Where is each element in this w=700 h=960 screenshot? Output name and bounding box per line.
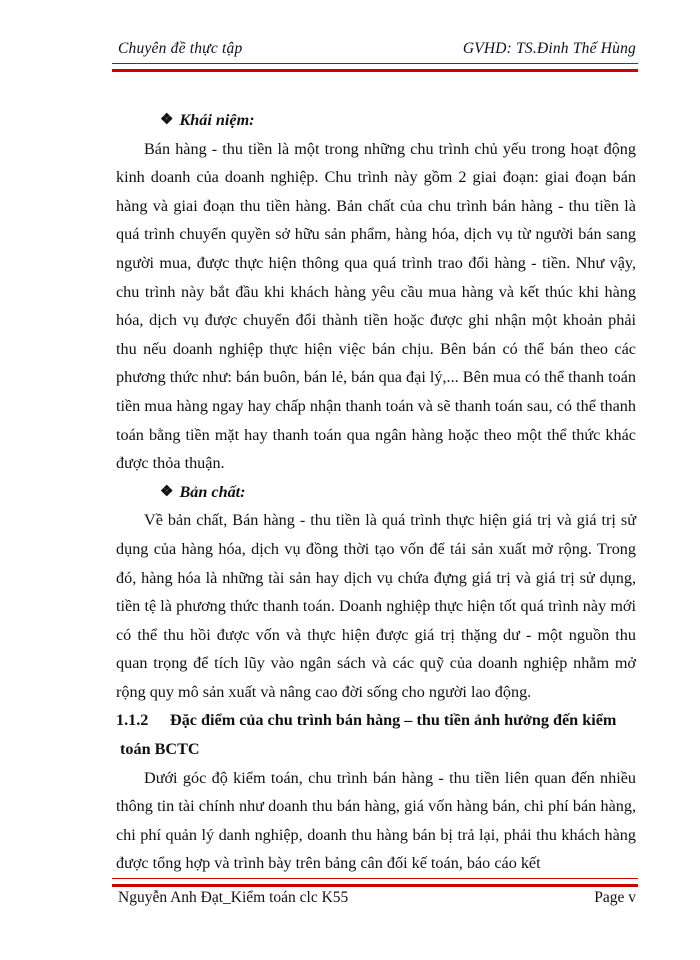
concept-heading bbox=[160, 106, 636, 135]
footer-rule-thick bbox=[112, 884, 638, 887]
nature-paragraph: Về bản chất, Bán hàng - thu tiền là quá trình thực hiện giá trị và giá trị sử dụng của hàng hóa, dịch vụ đồng thời tạo vốn để tái sản xuất mở rộng. Trong đó, hàng hóa là những tài sản hay dịch vụ chứa đựng giá trị và giá trị sử dụng, tiền tệ là phương thức thanh toán. Doanh nghiệp thực hiện tốt quá trình này mới có thể thu hồi được vốn và thực hiện được giá trị thặng dư - một nguồn thu quan trọng để tích lũy vào ngân sách và các quỹ của doanh nghiệp nhằm mở rộng quy mô sản xuất và nâng cao đời sống cho người lao động. bbox=[116, 511, 636, 701]
concept-heading-text: Khái niệm: bbox=[179, 111, 255, 129]
header-rule-thick bbox=[112, 69, 638, 72]
diamond-bullet-icon: ❖ bbox=[160, 112, 174, 128]
header-rule-thin bbox=[112, 63, 638, 64]
section-number: 1.1.2 bbox=[116, 711, 149, 730]
nature-heading bbox=[160, 478, 636, 507]
nature-heading-text: Bản chất: bbox=[179, 482, 246, 501]
page-footer bbox=[118, 889, 636, 907]
section-heading bbox=[116, 706, 636, 735]
diamond-bullet-icon: ❖ bbox=[160, 483, 174, 500]
concept-paragraph: Bán hàng - thu tiền là một trong những chu trình chủ yếu trong hoạt động kinh doanh của doanh nghiệp. Chu trình này gồm 2 giai đoạn: giai đoạn bán hàng và giai đoạn thu tiền hàng. Bản chất của chu trình bán hàng - thu tiền là quá trình chuyển quyền sở hữu sản phẩm, hàng hóa, dịch vụ từ người bán sang người mua, được thực hiện thông qua quá trình trao đổi hàng - tiền. Như vậy, chu trình này bắt đầu khi khách hàng yêu cầu mua hàng và kết thúc khi hàng hóa, dịch vụ được chuyển đổi thành tiền hoặc được ghi nhận một khoản phải thu nếu doanh nghiệp thực hiện việc bán chịu. Bên bán có thể bán theo các phương thức như: bán buôn, bán lẻ, bán qua đại lý,... Bên mua có thể thanh toán tiền mua hàng ngay hay chấp nhận thanh toán và sẽ thanh toán sau, có thể thanh toán bằng tiền mặt hay thanh toán qua ngân hàng hoặc theo một thể thức khác được thỏa thuận. bbox=[116, 139, 636, 473]
section-title-continued: toán BCTC bbox=[120, 740, 200, 759]
header-topic: Chuyên đề thực tập bbox=[118, 40, 243, 57]
page-header bbox=[118, 40, 636, 58]
section-paragraph: Dưới góc độ kiểm toán, chu trình bán hàng - thu tiền liên quan đến nhiều thông tin tài chính như doanh thu bán hàng, giá vốn hàng bán, chi phí bán hàng, chi phí quản lý danh nghiệp, doanh thu hàng bán bị trả lại, phải thu khách hàng được tổng hợp và trình bày trên bảng cân đối kế toán, báo cáo kết bbox=[116, 768, 636, 873]
footer-rule-thin bbox=[112, 878, 638, 879]
document-body bbox=[116, 106, 636, 878]
section-title: Đặc điểm của chu trình bán hàng – thu tiền ảnh hưởng đến kiểm bbox=[170, 711, 617, 730]
page-number: Page v bbox=[594, 889, 636, 906]
header-supervisor: GVHD: TS.Đinh Thế Hùng bbox=[462, 40, 636, 57]
footer-author: Nguyễn Anh Đạt_Kiểm toán clc K55 bbox=[118, 889, 349, 906]
